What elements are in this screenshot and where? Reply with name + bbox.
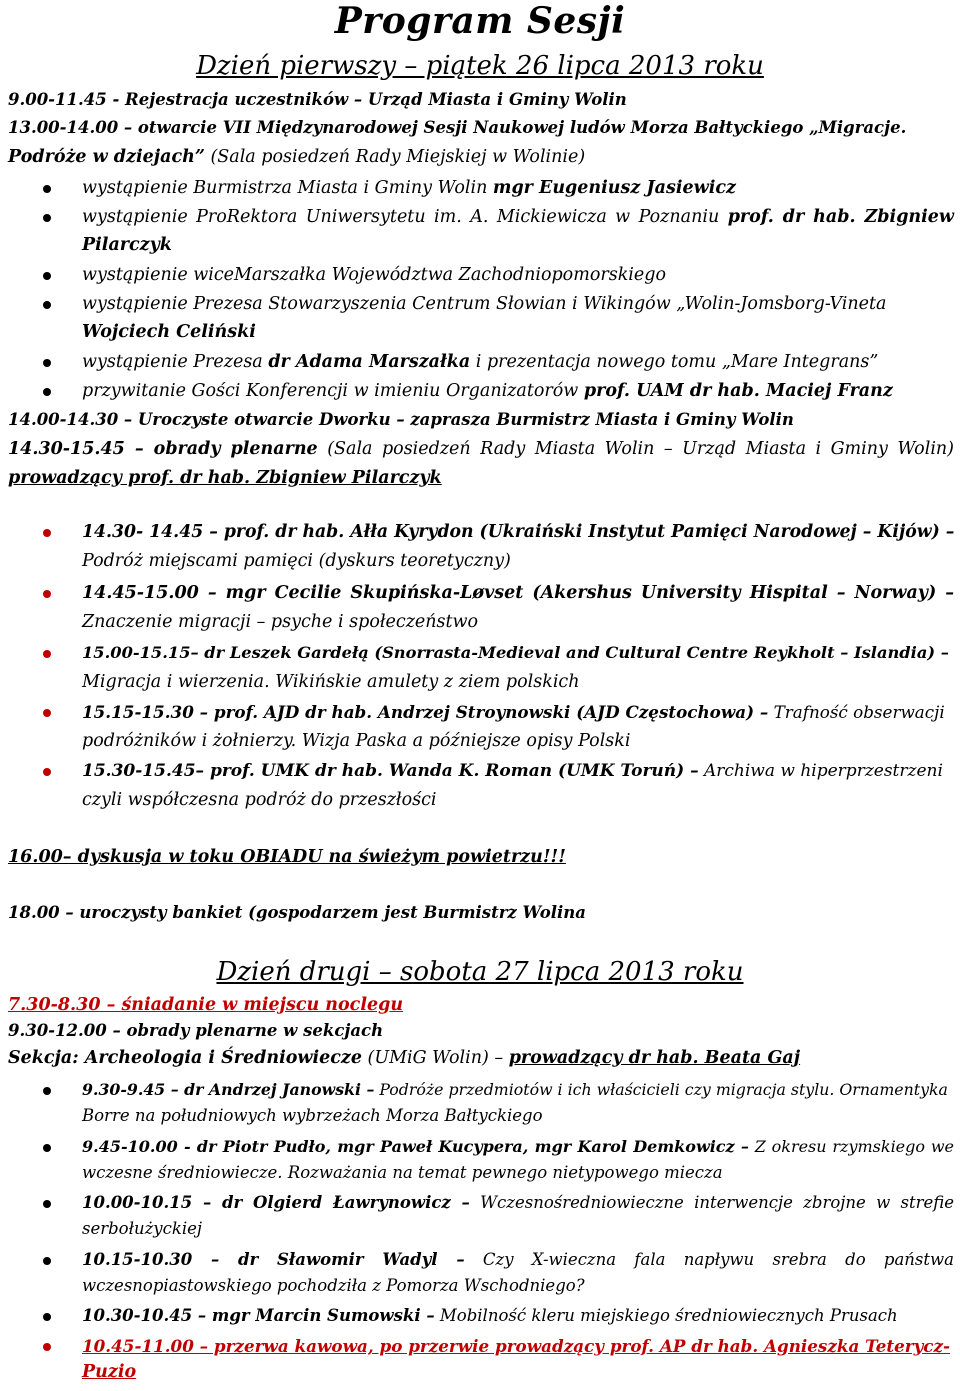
talk-2-title: 14.45-15.00 – mgr Cecilie Skupińska-Løvset (Akershus University Hispital – Norway) – <box>82 583 954 603</box>
speech-president-name: dr Adama Marszałka <box>268 352 471 372</box>
talk-5-topic: czyli współczesna podróż do przeszłości <box>82 790 437 810</box>
bullet-icon <box>43 590 51 598</box>
day2-heading: Dzień drugi – sobota 27 lipca 2013 roku <box>216 957 744 987</box>
bullet-icon <box>43 214 51 222</box>
speech-prorector-name-cont: Pilarczyk <box>82 235 172 255</box>
section-talk-4-topic-cont: wczesnopiastowskiego pochodziła z Pomorza Wschodniego? <box>82 1276 585 1295</box>
section-chair: prowadzący dr hab. Beata Gaj <box>508 1048 801 1068</box>
section-talk-4 <box>82 1249 954 1271</box>
welcome-guests-text: przywitanie Gości Konferencji w imieniu Organizatorów <box>82 381 584 401</box>
talk-5-speaker: 15.30-15.45– prof. UMK dr hab. Wanda K. Roman (UMK Toruń) – <box>82 761 699 781</box>
speech-vicemarshal: wystąpienie wiceMarszałka Województwa Zachodniopomorskiego <box>82 265 666 285</box>
bullet-icon <box>43 1087 51 1095</box>
section-talk-2-topic: Z okresu rzymskiego we <box>748 1137 954 1156</box>
plenary-chair: prowadzący prof. dr hab. Zbigniew Pilarczyk <box>8 468 442 488</box>
plenary-line <box>8 438 954 460</box>
coffee-break-line: 10.45-11.00 – przerwa kawowa, po przerwie prowadzący prof. AP dr hab. Agnieszka Teterycz- <box>82 1336 950 1356</box>
talk-3-topic: Migracja i wierzenia. Wikińskie amulety z ziem polskich <box>82 672 580 692</box>
speech-president-rest: i prezentacja nowego tomu „Mare Integrans” <box>470 352 879 372</box>
discussion-line: 16.00– dyskusja w toku OBIADU na świeżym powietrzu!!! <box>8 847 566 867</box>
section-talk-1-topic: Podróże przedmiotów i ich właścicieli czy migracja stylu. Ornamentyka <box>374 1080 948 1099</box>
opening-title-cont: Podróże w dziejach” <box>8 147 205 167</box>
manor-opening-line: 14.00-14.30 – Uroczyste otwarcie Dworku – zaprasza Burmistrz Miasta i Gminy Wolin <box>8 410 794 429</box>
speech-mayor-text: wystąpienie Burmistrza Miasta i Gminy Wolin <box>82 178 493 198</box>
bullet-icon <box>43 1200 51 1208</box>
speech-president-text: wystąpienie Prezesa <box>82 352 269 372</box>
section-talk-5-speaker: 10.30-10.45 – mgr Marcin Sumowski – <box>82 1306 435 1325</box>
bullet-icon <box>43 359 51 367</box>
talk-1-title: 14.30- 14.45 – prof. dr hab. Ałła Kyrydon (Ukraiński Instytut Pamięci Narodowej – Kijów) – <box>82 522 955 542</box>
talk-2-topic: Znaczenie migracji – psyche i społeczeństwo <box>82 612 479 632</box>
opening-venue-line <box>8 146 954 168</box>
talk-4-topic: podróżników i żołnierzy. Wizja Paska a późniejsze opisy Polski <box>82 731 631 751</box>
bullet-icon <box>43 529 51 537</box>
bullet-icon <box>43 1144 51 1152</box>
section-talk-5 <box>82 1305 954 1327</box>
speech-prorector <box>82 206 954 228</box>
section-talk-5-topic: Mobilność kleru miejskiego średniowiecznych Prusach <box>434 1306 898 1325</box>
section-line <box>8 1047 954 1069</box>
bullet-icon <box>43 1343 51 1351</box>
speech-association-name: Wojciech Celiński <box>82 322 256 342</box>
talk-4-title <box>82 701 954 723</box>
coffee-break-line-cont: Puzio <box>82 1362 137 1382</box>
speech-mayor-name: mgr Eugeniusz Jasiewicz <box>492 178 736 198</box>
welcome-guests <box>82 380 954 402</box>
section-talk-4-topic: Czy X-wieczna fala napływu srebra do państwa <box>464 1250 954 1269</box>
section-talk-2-speaker: 9.45-10.00 - dr Piotr Pudło, mgr Paweł Kucypera, mgr Karol Demkowicz – <box>82 1137 749 1156</box>
opening-line: 13.00-14.00 – otwarcie VII Międzynarodowej Sesji Naukowej ludów Morza Bałtyckiego „Migracje. <box>8 118 907 137</box>
speech-prorector-text: wystąpienie ProRektora Uniwersytetu im. A. Mickiewicza w Poznaniu <box>82 207 728 227</box>
bullet-icon <box>43 185 51 193</box>
opening-venue: (Sala posiedzeń Rady Miejskiej w Wolinie) <box>204 147 586 167</box>
section-talk-1 <box>82 1079 954 1101</box>
talk-4-topic-start: Trafność obserwacji <box>768 702 945 722</box>
section-name: Sekcja: Archeologia i Średniowiecze <box>8 1048 362 1068</box>
plenary-time: 14.30-15.45 – obrady plenarne <box>8 439 318 459</box>
speech-mayor <box>82 177 954 199</box>
bullet-icon <box>43 272 51 280</box>
section-talk-1-topic-cont: Borre na południowych wybrzeżach Morza Bałtyckiego <box>82 1106 543 1125</box>
section-venue: (UMiG Wolin) – <box>361 1048 509 1068</box>
section-talk-3-speaker: 10.00-10.15 – dr Olgierd Ławrynowicz – <box>82 1193 470 1212</box>
speech-president <box>82 351 954 373</box>
day1-heading: Dzień pierwszy – piątek 26 lipca 2013 roku <box>196 51 764 81</box>
bullet-icon <box>43 1313 51 1321</box>
section-talk-3-topic-cont: serbołużyckiej <box>82 1219 203 1238</box>
section-talk-3-topic: Wczesnośredniowieczne interwencje zbrojne w strefie <box>469 1193 954 1212</box>
welcome-guests-name: prof. UAM dr hab. Maciej Franz <box>583 381 893 401</box>
breakfast-line: 7.30-8.30 – śniadanie w miejscu noclegu <box>8 995 404 1015</box>
bullet-icon <box>43 650 51 658</box>
bullet-icon <box>43 1257 51 1265</box>
section-talk-2 <box>82 1136 954 1158</box>
bullet-icon <box>43 768 51 776</box>
section-talk-2-topic-cont: wczesne średniowiecze. Rozważania na temat pewnego nietypowego miecza <box>82 1163 723 1182</box>
page-title: Program Sesji <box>334 0 626 42</box>
registration-line: 9.00-11.45 - Rejestracja uczestników – Urząd Miasta i Gminy Wolin <box>8 90 627 109</box>
talk-4-speaker: 15.15-15.30 – prof. AJD dr hab. Andrzej Stroynowski (AJD Częstochowa) – <box>82 702 769 722</box>
sections-line: 9.30-12.00 – obrady plenarne w sekcjach <box>8 1021 384 1040</box>
section-talk-3 <box>82 1192 954 1214</box>
bullet-icon <box>43 709 51 717</box>
speech-association: wystąpienie Prezesa Stowarzyszenia Centrum Słowian i Wikingów „Wolin-Jomsborg-Vineta <box>82 294 887 314</box>
section-talk-1-speaker: 9.30-9.45 – dr Andrzej Janowski – <box>82 1080 375 1099</box>
talk-5-topic-start: Archiwa w hiperprzestrzeni <box>698 761 943 781</box>
talk-3-title: 15.00-15.15– dr Leszek Gardełą (Snorrasta-Medieval and Cultural Centre Reykholt – Islandia) – <box>82 643 949 662</box>
section-talk-4-speaker: 10.15-10.30 – dr Sławomir Wadyl – <box>82 1250 465 1269</box>
talk-5-title <box>82 760 954 782</box>
bullet-icon <box>43 388 51 396</box>
speech-prorector-name: prof. dr hab. Zbigniew <box>727 207 954 227</box>
bullet-icon <box>43 301 51 309</box>
plenary-venue: (Sala posiedzeń Rady Miasta Wolin – Urząd Miasta i Gminy Wolin) <box>317 439 955 459</box>
banquet-line: 18.00 – uroczysty bankiet (gospodarzem jest Burmistrz Wolina <box>8 903 586 922</box>
talk-1-topic: Podróż miejscami pamięci (dyskurs teoretyczny) <box>82 551 511 571</box>
